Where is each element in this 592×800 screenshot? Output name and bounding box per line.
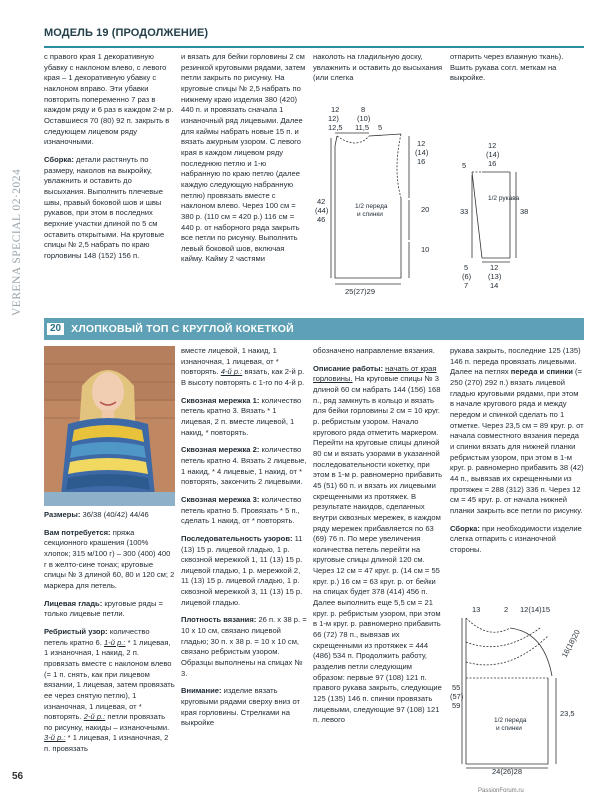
d1-part-label: и спинки xyxy=(357,211,383,218)
s1-assembly-label: Сборка: xyxy=(44,154,74,164)
materials-text: пряжа секционного крашения (100% хлопок; 315 м/100 г) – 300 (400) 400 г в желто-сине тонах; круговые спицы № 3 длиной 60, 80 и 120 см; 2 маркера для петель. xyxy=(44,527,175,590)
watermark: PassionForum.ru xyxy=(478,788,524,794)
rib-text: количество петель кратно 6. xyxy=(44,626,150,647)
section-2-number: 20 xyxy=(46,322,65,337)
s1-assembly-text: детали растянуть по размеру, наколов на выкройку, увлажнить и оставить до высыхания. Выполнить плечевые швы, правый боковой шов и швы рукавов, при этом в последних верхние участки длиной по 5 см оставить открытыми. На круговые спицы № 2,5 набрать по краю горловины 148 (152) 156 п. xyxy=(44,154,165,260)
d3-label: 23,5 xyxy=(560,709,575,718)
s1-text-3: наколоть на гладильную доску, увлажнить и оставить до высыхания (или слегка xyxy=(313,52,443,83)
d3-label: 24(26)28 xyxy=(492,767,523,776)
description-start: начать от края горловины. xyxy=(313,363,437,384)
attention-text: изделие вязать круговыми рядами сверху вниз от края горловины. Стрелками на выкройке xyxy=(181,686,301,728)
pattern-diagram-front-back xyxy=(313,100,448,310)
s1-column-3 xyxy=(313,52,443,84)
body-text: рукава закрыть, последние 125 (135) 146 п. переда провязать лицевыми. Далее на петлях xyxy=(450,346,581,377)
sequence-label: Последовательность узоров: xyxy=(181,533,293,543)
spine-title: VERENA SPECIAL 02·2024 xyxy=(10,168,23,316)
d1-label: (44) xyxy=(315,206,329,215)
mesh-1-text: количество петель кратно 3. Вязать * 1 лицевая, 2 п. вместе лицевой, 1 накид, * повторять. xyxy=(181,395,302,437)
rib-row-4: 4-й р.: xyxy=(220,367,243,377)
description-text: На круговые спицы № 3 длиной 60 см набрать 144 (156) 168 п., ряд замкнуть в кольцо и вязать для бейки горловины 2 см = 10 круг. р. ребристым узором. Начало кругового ряда отметить маркером. Перейти на круговые спицы длиной 80 см и вязать узорами в указанной последовательности кокетку, при этом в 1-м р. равномерно прибавить 45 (51) 60 п. и вязать их лицевыми скрещенными из протяжек. В результате накидов, сделанных внутри сквозных мережек, в каждом ряду мережек прибавляется по 63 (69) 76 п. По мере увеличения количества петель перейти на круговые спицы длиной 120 см. Через 12 см = 47 круг. р. (14 см = 55 круг. р.) 16 см = 63 круг. р. от бейки на спицах будет 378 (414) 456 п. Далее выполнить еще 5,5 см = 21 круг. р. ребристым узором, при этом в 1-м круг. р. равномерно прибавить 66 (72) 78 п., вывязав их скрещенными из протяжек = 444 (486) 534 п. Продолжить работу, разделив петли следующим образом: первые 97 (108) 121 п. правого рукава закрыть, следующие 125 (135) 146 п. спинки провязать лицевыми, следующие 97 (108) 121 п. левого xyxy=(313,374,443,725)
mesh-3-text: количество петель кратно 5. Провязать * 5 п., сделать 1 накид, от * повторять. xyxy=(181,494,302,526)
rib-row-1-text: * 1 лицевая, 1 изнаночная, 1 накид, 2 п. провязать вместе с наклоном влево (= 1 п. снять, как при лицевом вязании, 1 лицевая, затем провязать ее через снятую петлю), 1 изнаночная, 1 лицевая, от * повторять. xyxy=(44,637,175,722)
d1-label: 16 xyxy=(417,157,426,166)
gauge-label: Плотность вязания: xyxy=(181,615,257,625)
d3-label: (57) xyxy=(450,692,464,701)
body-text-end: (= 250 (270) 292 п.) вязать лицевой гладью круговыми рядами, при этом в начале кругового ряда и между передом и спинкой сделать по 1 отметке. Через 23,5 см = 89 круг. р. от начала совместного вязания переда и спинки вязать для нижней планки ребристым узором, при этом в 1-м круг. р. равномерно прибавить 38 (42) 44 п., вывязав их скрещенными из протяжек = 288 (312) 336 п. Через 12 см = 45 круг. р. от начала нижней планки закрыть все петли по рисунку. xyxy=(450,367,584,515)
pattern-diagram-yoke xyxy=(448,598,586,778)
rib-row-1: 1-й р.: xyxy=(104,637,126,647)
d3-label: 12(14)15 xyxy=(520,605,551,614)
d1-label: 42 xyxy=(317,197,326,206)
d2-label: 12 xyxy=(488,141,497,150)
d3-label: 59 xyxy=(452,701,461,710)
stockinette-text: круговые ряды = только лицевые петли. xyxy=(44,598,163,619)
d2-label: 5 xyxy=(462,161,467,170)
rib-label: Ребристый узор: xyxy=(44,626,108,636)
mesh-2-text: количество петель кратно 4. Вязать 2 лицевые, 1 накид, * 4 лицевые, 1 накид, от * повторять, закончить 2 лицевыми. xyxy=(181,445,307,487)
d1-label: (14) xyxy=(415,148,429,157)
rib-row-3: 3-й р.: xyxy=(44,733,66,743)
stockinette-label: Лицевая гладь: xyxy=(44,598,103,608)
d2-label: 33 xyxy=(460,207,469,216)
d2-label: (6) xyxy=(462,272,472,281)
rib-row-2: 2-й р.: xyxy=(83,712,106,722)
mesh-1-label: Сквозная мережка 1: xyxy=(181,395,260,405)
d1-label: 11,5 xyxy=(355,123,370,132)
pattern-diagram-sleeve xyxy=(452,130,584,310)
d1-label: 20 xyxy=(421,205,430,214)
s2-column-3 xyxy=(313,346,444,726)
sizes-value: 36/38 (40/42) 44/46 xyxy=(80,510,149,519)
d2-label: 14 xyxy=(490,281,499,290)
d1-label: 12) xyxy=(328,114,339,123)
s1-text-2: и вязать для бейки горловины 2 см резинкой круговыми рядами, затем петли закрыть по рисунку. На круговые спицы № 2,5 набрать по нижнему краю изделия 380 (420) 440 п. и провязать сначала 1 изнаночный ряд лицевыми. Далее для каймы набрать новые 15 п. и вязать ажурным узором. С левого края в каждом лицевом ряду последнюю петлю и 1-ю набранную по краю петлю (далее каждую следующую набранную петлю) провязать вместе с наклоном влево. Через 100 см = 380 р. (110 см = 420 р.) 116 см = 440 р. от наборного ряда закрыть все петли по рисунку. Выполнить левый боковой шов, включая кайму. Кайму 2 частями xyxy=(181,52,306,264)
section-1-header xyxy=(44,28,584,48)
mesh-3-label: Сквозная мережка 3: xyxy=(181,494,260,504)
rib-row-2-text: петли провязать по рисунку, накиды – изнаночными. xyxy=(44,712,170,732)
d1-label: 12,5 xyxy=(328,123,343,132)
d3-part-label: 1/2 переда xyxy=(494,717,527,724)
d3-label: 16(18)20 xyxy=(559,628,582,659)
s2-column-2 xyxy=(181,346,307,729)
sequence-text: 11 (13) 15 р. лицевой гладью, 1 р. сквозной мережкой 1, 11 (13) 15 р. лицевой гладью, 1 р. мережкой 2, 11 (13) 15 р. лицевой гладью, 1 р. сквозной мережкой 3, 11 (13) 15 р. лицевой гладью. xyxy=(181,533,303,607)
assembly-label: Сборка: xyxy=(450,523,480,533)
s1-text: с правого края 1 декоративную убавку с наклоном влево, с левого края – 1 декоративную убавку с наклоном вправо. Эти убавки повторить попеременно 7 раз в каждом ряду и 6 раз в каждом 2-м р. Оставшиеся 70 (80) 92 п. закрыть в следующем лицевом ряду изнаночными. xyxy=(44,52,174,147)
d2-label: (14) xyxy=(486,150,500,159)
page-number: 56 xyxy=(12,771,24,782)
materials-label: Вам потребуется: xyxy=(44,527,111,537)
front-back-label: переда и спинки xyxy=(510,367,573,377)
description-label: Описание работы: xyxy=(313,363,384,373)
mesh-2-label: Сквозная мережка 2: xyxy=(181,445,260,455)
d2-label: 12 xyxy=(490,263,499,272)
section-1-title: МОДЕЛЬ 19 (ПРОДОЛЖЕНИЕ) xyxy=(44,27,209,39)
d1-label: (10) xyxy=(357,114,371,123)
attention-label: Внимание: xyxy=(181,686,222,696)
d1-part-label: 1/2 переда xyxy=(355,203,388,210)
sizes-label: Размеры: xyxy=(44,510,81,519)
d3-label: 13 xyxy=(472,605,481,614)
d2-label: (13) xyxy=(488,272,502,281)
d1-label: 5 xyxy=(378,123,383,132)
d3-part-label: и спинки xyxy=(496,725,522,732)
rib-continued: вместе лицевой, 1 накид, 1 изнаночная, 1 лицевая, от * повторять. xyxy=(181,346,279,377)
direction-text: обозначено направление вязания. xyxy=(313,346,435,355)
d1-label: 12 xyxy=(417,139,426,148)
d2-label: 38 xyxy=(520,207,529,216)
section-2-title: ХЛОПКОВЫЙ ТОП С КРУГЛОЙ КОКЕТКОЙ xyxy=(71,322,294,335)
s1-column-1 xyxy=(44,52,174,261)
s1-column-4 xyxy=(450,52,582,84)
gauge-text: 26 п. x 38 р. = 10 x 10 см, связано лицевой гладью; 30 п. x 38 р. = 10 x 10 см, связано ребристым узором. Образцы выполнены на спицах № 3. xyxy=(181,615,307,678)
rib-continued-end: вязать, как 2-й р. В высоту повторять с 1-го по 4-й р. xyxy=(181,367,305,387)
assembly-text: при необходимости изделие слегка отпарить с изнаночной стороны. xyxy=(450,523,582,554)
s1-column-2 xyxy=(181,52,306,265)
s2-column-1 xyxy=(44,510,175,755)
d1-label: 25(27)29 xyxy=(345,287,376,296)
d2-label: 5 xyxy=(464,263,469,272)
d3-label: 2 xyxy=(504,605,509,614)
d1-label: 46 xyxy=(317,215,326,224)
model-photo xyxy=(44,346,175,506)
d1-label: 8 xyxy=(361,105,366,114)
d3-label: 55 xyxy=(452,683,461,692)
s1-text-4: отпарить через влажную ткань). Вшить рукава согл. меткам на выкройке. xyxy=(450,52,564,83)
d2-label: 7 xyxy=(464,281,469,290)
d1-label: 12 xyxy=(331,105,340,114)
d2-label: 16 xyxy=(488,159,497,168)
d1-label: 10 xyxy=(421,245,430,254)
rib-row-3-text: * 1 лицевая, 1 изнаночная, 2 п. провязать xyxy=(44,733,169,754)
section-2-header xyxy=(44,318,584,340)
s2-column-4 xyxy=(450,346,584,555)
d2-part-label: 1/2 рукава xyxy=(488,195,520,202)
